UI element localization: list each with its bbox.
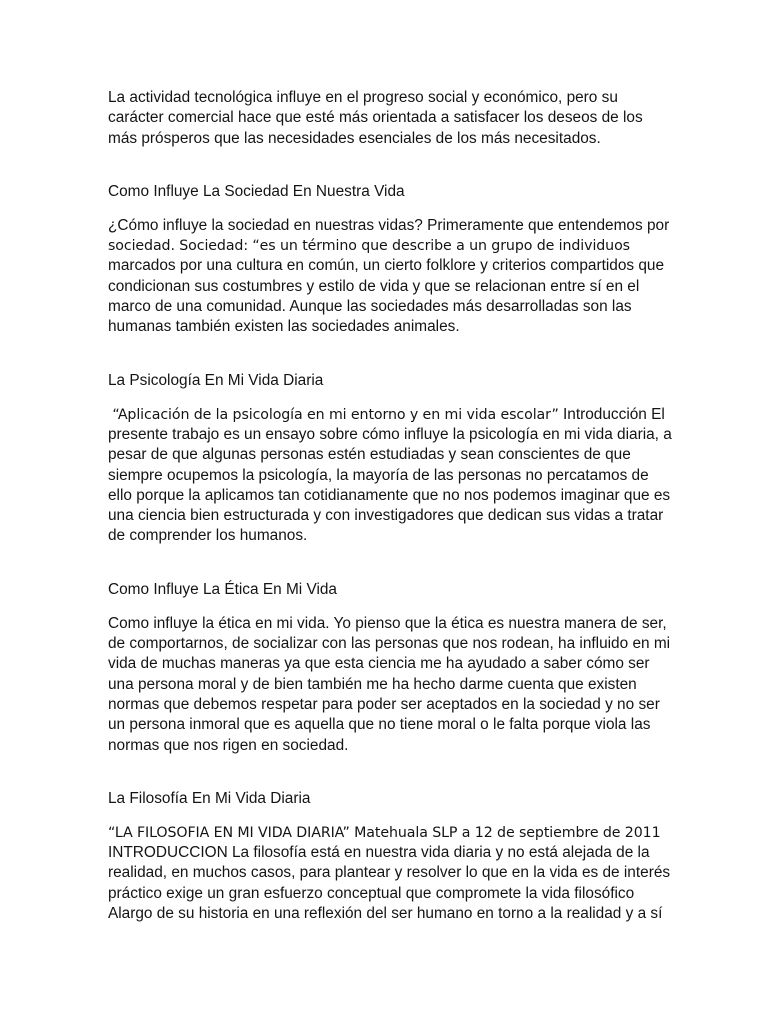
- line-text: Introducción El: [558, 405, 665, 423]
- paragraph-line: de comprender los humanos.: [108, 527, 308, 545]
- intro-paragraph: [108, 88, 668, 149]
- paragraph-line: de comportarnos, de socializar con las personas que nos rodean, ha influido en mi: [108, 635, 671, 653]
- paragraph-line: una ciencia bien estructurada y con investigadores que dedican sus vidas a tratar: [108, 507, 664, 525]
- paragraph-line: marco de una comunidad. Aunque las sociedades más desarrolladas son las: [108, 298, 632, 316]
- paragraph-line: siempre ocupemos la psicología, la mayoría de las personas no percatamos de: [108, 466, 649, 484]
- paragraph-line: realidad, en muchos casos, para plantear y resolver lo que en la vida es de interés: [108, 864, 671, 882]
- section-paragraph-psicologia: [108, 405, 672, 547]
- paragraph-line: pesar de que algunas personas estén estudiadas y sean conscientes de que: [108, 446, 631, 464]
- paragraph-line: [108, 405, 668, 425]
- section-heading-filosofia: La Filosofía En Mi Vida Diaria: [108, 789, 311, 807]
- document-page: [108, 88, 672, 924]
- paragraph-line: un persona inmoral que es aquella que no tiene moral o le falta porque viola las: [108, 716, 651, 734]
- paragraph-line: una persona moral y de bien también me ha hecho darme cuenta que existen: [108, 675, 637, 693]
- paragraph-line: Como influye la ética en mi vida. Yo pienso que la ética es nuestra manera de ser,: [108, 614, 667, 632]
- paragraph-line: normas que nos rigen en sociedad.: [108, 736, 349, 754]
- paragraph-line: INTRODUCCION La filosofía está en nuestra vida diaria y no está alejada de la: [108, 844, 650, 862]
- paragraph-line: ¿Cómo influye la sociedad en nuestras vidas? Primeramente que entendemos por: [108, 216, 670, 234]
- paragraph-line: marcados por una cultura en común, un cierto folklore y criterios compartidos que: [108, 257, 665, 275]
- quote-text: “Aplicación de la psicología en mi entorno y en mi vida escolar”: [108, 406, 559, 423]
- paragraph-line: vida de muchas maneras ya que esta ciencia me ha ayudado a saber cómo ser: [108, 655, 650, 673]
- section-heading-etica: Como Influye La Ética En Mi Vida: [108, 580, 337, 598]
- paragraph-line: sociedad. Sociedad: “es un término que describe a un grupo de individuos: [108, 238, 630, 255]
- paragraph-line: presente trabajo es un ensayo sobre cómo influye la psicología en mi vida diaria, a: [108, 425, 672, 443]
- paragraph-line: humanas también existen las sociedades animales.: [108, 318, 460, 336]
- paragraph-line: normas que debemos respetar para poder ser aceptados en la sociedad y no ser: [108, 695, 660, 713]
- paragraph-line: ello porque la aplicamos tan cotidianamente que no nos podemos imaginar que es: [108, 486, 671, 504]
- section-paragraph-sociedad: [108, 216, 668, 338]
- paragraph-line: práctico exige un gran esfuerzo conceptual que compromete la vida filosófico: [108, 884, 635, 902]
- section-heading-sociedad: Como Influye La Sociedad En Nuestra Vida: [108, 182, 405, 200]
- section-paragraph-etica: [108, 614, 671, 756]
- paragraph-line: carácter comercial hace que esté más orientada a satisfacer los deseos de los: [108, 109, 643, 127]
- paragraph-line: condicionan sus costumbres y estilo de vida y que se relacionan entre sí en el: [108, 277, 640, 295]
- section-heading-psicologia: La Psicología En Mi Vida Diaria: [108, 371, 324, 389]
- paragraph-line: más prósperos que las necesidades esenciales de los más necesitados.: [108, 129, 601, 147]
- paragraph-line: “LA FILOSOFIA EN MI VIDA DIARIA” Matehuala SLP a 12 de septiembre de 2011: [108, 824, 661, 841]
- paragraph-line: Alargo de su historia en una reflexión del ser humano en torno a la realidad y a sí: [108, 905, 663, 923]
- paragraph-line: La actividad tecnológica influye en el progreso social y económico, pero su: [108, 89, 618, 106]
- section-paragraph-filosofia: [108, 823, 671, 924]
